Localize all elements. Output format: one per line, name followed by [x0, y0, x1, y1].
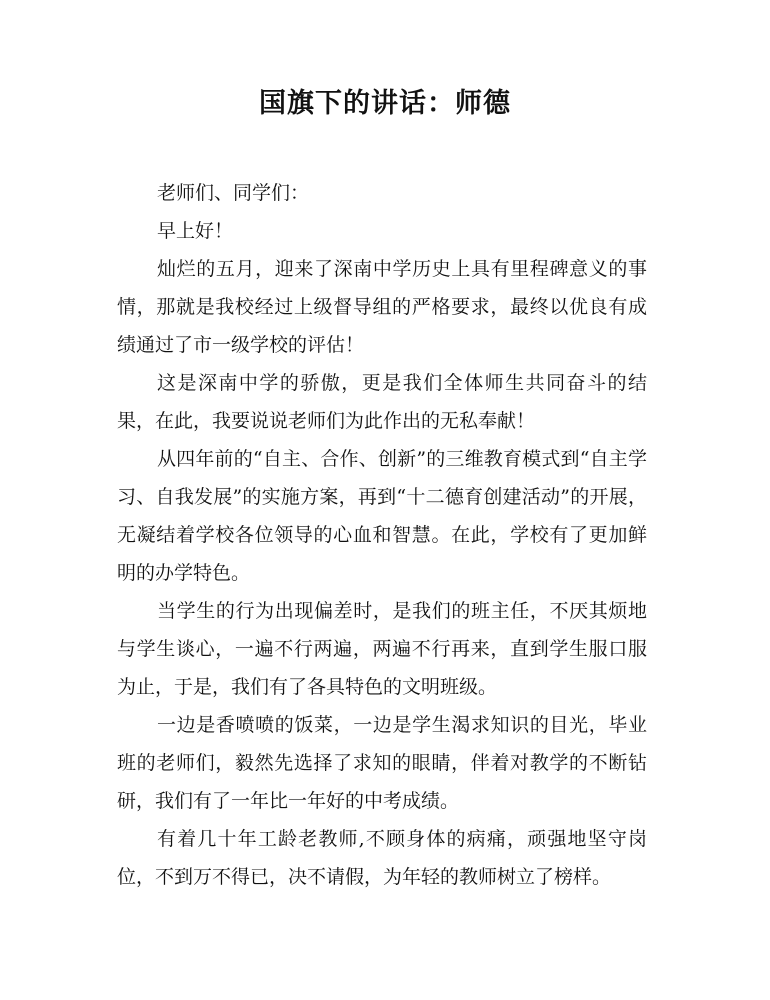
body-paragraph: 一边是香喷喷的饭菜，一边是学生渴求知识的目光，毕业班的老师们，毅然先选择了求知的眼睛，伴着对教学的不断钻研，我们有了一年比一年好的中考成绩。 [117, 714, 647, 812]
body-paragraph: 灿烂的五月，迎来了深南中学历史上具有里程碑意义的事情，那就是我校经过上级督导组的严格要求，最终以优良有成绩通过了市一级学校的评估！ [117, 258, 647, 356]
document-body [117, 174, 647, 896]
body-paragraph: 这是深南中学的骄傲，更是我们全体师生共同奋斗的结果，在此，我要说说老师们为此作出的无私奉献！ [117, 372, 647, 432]
body-paragraph: 从四年前的“自主、合作、创新”的三维教育模式到“自主学习、自我发展”的实施方案，再到“十二德育创建活动”的开展，无凝结着学校各位领导的心血和智慧。在此，学校有了更加鲜明的办学特色。 [117, 448, 647, 584]
greeting-paragraph: 早上好！ [157, 220, 234, 242]
body-paragraph: 当学生的行为出现偏差时，是我们的班主任，不厌其烦地与学生谈心，一遍不行两遍，两遍不行再来，直到学生服口服为止，于是，我们有了各具特色的文明班级。 [117, 600, 647, 698]
salutation-paragraph: 老师们、同学们： [157, 182, 310, 204]
body-paragraph: 有着几十年工龄老教师,不顾身体的病痛，顽强地坚守岗位，不到万不得已，决不请假，为年轻的教师树立了榜样。 [117, 828, 647, 888]
document-title: 国旗下的讲话：师德 [259, 88, 511, 119]
